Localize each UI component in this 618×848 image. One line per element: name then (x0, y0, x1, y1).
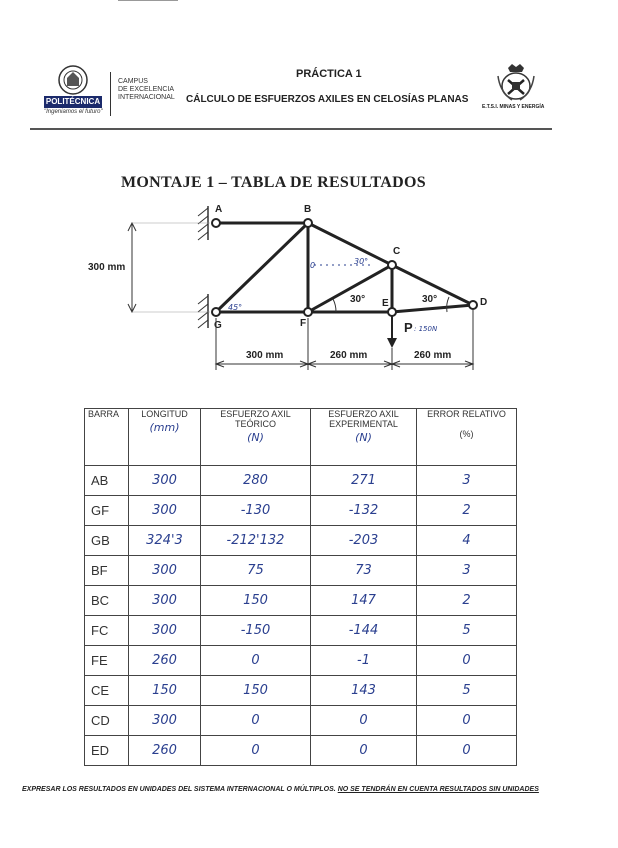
angle-arc (447, 297, 449, 312)
error-cell: 3 (417, 466, 517, 496)
length-cell: 260 (129, 646, 201, 676)
member-gb (216, 223, 308, 312)
campus-line: CAMPUS (118, 78, 148, 85)
length-cell: 150 (129, 676, 201, 706)
bar-cell: ED (85, 736, 129, 766)
node-label: D (480, 297, 488, 308)
length-cell: 300 (129, 466, 201, 496)
bar-cell: GB (85, 526, 129, 556)
university-badge: POLITÉCNICA (45, 97, 101, 106)
experimental-cell: 143 (311, 676, 417, 706)
school-crest-icon (494, 62, 538, 104)
bar-cell: BF (85, 556, 129, 586)
experimental-cell: -1 (311, 646, 417, 676)
bottom-dimensions (216, 310, 473, 370)
length-cell: 324'3 (129, 526, 201, 556)
length-cell: 300 (129, 616, 201, 646)
campus-label (118, 78, 175, 102)
scan-top-mark (118, 0, 178, 1)
angle-label: 30° (422, 294, 438, 305)
member-bc (308, 223, 392, 265)
logo-divider (110, 72, 111, 116)
dimension-label: 300 mm (246, 350, 284, 361)
bar-cell: CE (85, 676, 129, 706)
university-motto: "Ingeniamos el futuro" (44, 109, 103, 115)
error-cell: 0 (417, 706, 517, 736)
load-note: : 150N (414, 325, 438, 333)
error-cell: 2 (417, 586, 517, 616)
experimental-cell: -203 (311, 526, 417, 556)
hand-angle-note: 30° (354, 257, 369, 266)
header-bar: BARRA (85, 409, 129, 466)
load-label: P (404, 320, 413, 335)
experimental-cell: 271 (311, 466, 417, 496)
node-label: F (300, 318, 307, 329)
error-cell: 0 (417, 736, 517, 766)
experimental-cell: 0 (311, 736, 417, 766)
table-row (85, 736, 517, 766)
bar-cell: FE (85, 646, 129, 676)
table-row (85, 586, 517, 616)
bar-cell: BC (85, 586, 129, 616)
hand-angle-note: 45° (228, 303, 243, 312)
page-title: MONTAJE 1 – TABLA DE RESULTADOS (121, 174, 426, 191)
header-experimental: ESFUERZO AXIL EXPERIMENTAL (N) (311, 409, 417, 466)
bar-cell: FC (85, 616, 129, 646)
error-cell: 3 (417, 556, 517, 586)
table-row (85, 646, 517, 676)
bar-cell: CD (85, 706, 129, 736)
footer-warning: NO SE TENDRÁN EN CUENTA RESULTADOS SIN UNIDADES (337, 786, 539, 793)
footer-note (22, 786, 539, 793)
member-ed (392, 305, 473, 312)
height-label: 300 mm (88, 262, 126, 273)
experimental-cell: -144 (311, 616, 417, 646)
header-error: ERROR RELATIVO (%) (417, 409, 517, 466)
theoretical-cell: 150 (201, 676, 311, 706)
header-theoretical: ESFUERZO AXIL TEÓRICO (N) (201, 409, 311, 466)
node-label: A (215, 204, 223, 215)
experimental-cell: 147 (311, 586, 417, 616)
error-cell: 5 (417, 676, 517, 706)
node-label: E (382, 298, 389, 309)
experimental-cell: 73 (311, 556, 417, 586)
table-row (85, 466, 517, 496)
theoretical-cell: -130 (201, 496, 311, 526)
theoretical-cell: 150 (201, 586, 311, 616)
error-cell: 0 (417, 646, 517, 676)
table-row (85, 556, 517, 586)
length-cell: 300 (129, 706, 201, 736)
length-cell: 260 (129, 736, 201, 766)
theoretical-cell: -212'132 (201, 526, 311, 556)
node-label: B (304, 204, 312, 215)
error-cell: 4 (417, 526, 517, 556)
error-cell: 5 (417, 616, 517, 646)
campus-line: INTERNACIONAL (118, 94, 175, 101)
table-row (85, 496, 517, 526)
hand-angle-note: 0 (310, 261, 316, 270)
bar-cell: GF (85, 496, 129, 526)
campus-line: DE EXCELENCIA (118, 86, 175, 93)
practice-title: PRÁCTICA 1 (296, 68, 362, 80)
table-row (85, 706, 517, 736)
footer-instruction: EXPRESAR LOS RESULTADOS EN UNIDADES DEL SISTEMA INTERNACIONAL O MÚLTIPLOS. (22, 786, 336, 793)
angle-label: 30° (350, 294, 366, 305)
header-length: LONGITUD (mm) (129, 409, 201, 466)
school-name: E.T.S.I. MINAS Y ENERGÍA (482, 104, 545, 110)
experimental-cell: -132 (311, 496, 417, 526)
university-crest-icon (56, 64, 90, 96)
bar-cell: AB (85, 466, 129, 496)
theoretical-cell: 280 (201, 466, 311, 496)
dimension-label: 260 mm (414, 350, 452, 361)
truss-diagram (70, 198, 510, 376)
node-label: G (214, 320, 222, 331)
table-row (85, 676, 517, 706)
theoretical-cell: -150 (201, 616, 311, 646)
table-header-row (85, 409, 517, 466)
node-label: C (393, 246, 401, 257)
theoretical-cell: 0 (201, 736, 311, 766)
load-arrow-icon (387, 338, 397, 348)
length-cell: 300 (129, 556, 201, 586)
error-cell: 2 (417, 496, 517, 526)
experimental-cell: 0 (311, 706, 417, 736)
support-bottom-icon (198, 294, 208, 328)
table-row (85, 526, 517, 556)
results-table (84, 408, 517, 766)
theoretical-cell: 0 (201, 706, 311, 736)
dimension-label: 260 mm (330, 350, 368, 361)
practice-subtitle: CÁLCULO DE ESFUERZOS AXILES EN CELOSÍAS PLANAS (186, 94, 469, 105)
truss-joints (212, 219, 477, 316)
length-cell: 300 (129, 586, 201, 616)
theoretical-cell: 0 (201, 646, 311, 676)
header-divider (30, 128, 552, 130)
theoretical-cell: 75 (201, 556, 311, 586)
angle-arc (333, 299, 336, 312)
table-row (85, 616, 517, 646)
length-cell: 300 (129, 496, 201, 526)
